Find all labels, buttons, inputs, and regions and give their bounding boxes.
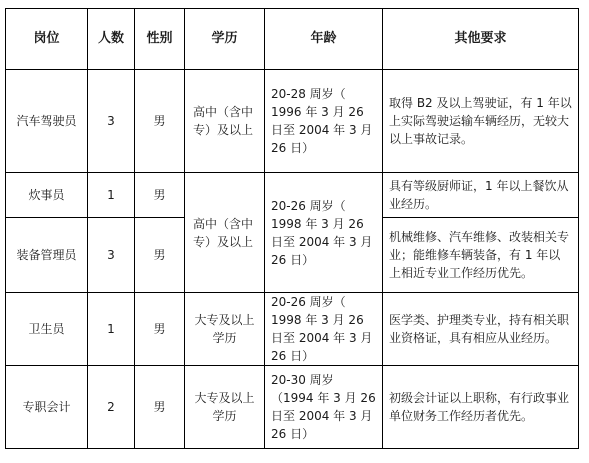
header-age: 年龄 bbox=[265, 9, 383, 70]
cell-count: 2 bbox=[88, 366, 135, 449]
cell-age: 20-28 周岁（ 1996 年 3 月 26 日至 2004 年 3 月 26 日） bbox=[265, 70, 383, 173]
cell-other-requirements: 机械维修、汽车维修、改装相关专业；能维修车辆装备，有 1 年以上相近专业工作经历优先。 bbox=[383, 218, 579, 293]
cell-education-merged: 高中（含中专）及以上 bbox=[185, 173, 265, 293]
table-header-row bbox=[6, 9, 579, 70]
cell-count: 3 bbox=[88, 70, 135, 173]
cell-position: 装备管理员 bbox=[6, 218, 88, 293]
cell-education: 大专及以上学历 bbox=[185, 366, 265, 449]
header-position: 岗位 bbox=[6, 9, 88, 70]
cell-gender: 男 bbox=[135, 173, 185, 218]
cell-education: 高中（含中专）及以上 bbox=[185, 70, 265, 173]
cell-age: 20-26 周岁（ 1998 年 3 月 26 日至 2004 年 3 月 26 日） bbox=[265, 293, 383, 366]
header-other-requirements: 其他要求 bbox=[383, 9, 579, 70]
cell-position: 专职会计 bbox=[6, 366, 88, 449]
table-row bbox=[6, 70, 579, 173]
cell-education: 大专及以上学历 bbox=[185, 293, 265, 366]
cell-other-requirements: 具有等级厨师证，1 年以上餐饮从业经历。 bbox=[383, 173, 579, 218]
cell-position: 炊事员 bbox=[6, 173, 88, 218]
table-row bbox=[6, 366, 579, 449]
cell-count: 1 bbox=[88, 293, 135, 366]
cell-gender: 男 bbox=[135, 70, 185, 173]
cell-count: 1 bbox=[88, 173, 135, 218]
cell-gender: 男 bbox=[135, 366, 185, 449]
cell-other-requirements: 取得 B2 及以上驾驶证，有 1 年以上实际驾驶运输车辆经历，无较大以上事故记录。 bbox=[383, 70, 579, 173]
cell-other-requirements: 医学类、护理类专业，持有相关职业资格证，具有相应从业经历。 bbox=[383, 293, 579, 366]
cell-other-requirements: 初级会计证以上职称，有行政事业单位财务工作经历者优先。 bbox=[383, 366, 579, 449]
cell-gender: 男 bbox=[135, 218, 185, 293]
header-count: 人数 bbox=[88, 9, 135, 70]
cell-position: 卫生员 bbox=[6, 293, 88, 366]
cell-age-merged: 20-26 周岁（ 1998 年 3 月 26 日至 2004 年 3 月 26 日） bbox=[265, 173, 383, 293]
header-education: 学历 bbox=[185, 9, 265, 70]
table-row bbox=[6, 293, 579, 366]
cell-age: 20-30 周岁（1994 年 3 月 26 日至 2004 年 3 月 26 日） bbox=[265, 366, 383, 449]
cell-count: 3 bbox=[88, 218, 135, 293]
recruitment-requirements-table bbox=[5, 8, 579, 449]
cell-gender: 男 bbox=[135, 293, 185, 366]
cell-position: 汽车驾驶员 bbox=[6, 70, 88, 173]
table-row bbox=[6, 173, 579, 218]
header-gender: 性别 bbox=[135, 9, 185, 70]
